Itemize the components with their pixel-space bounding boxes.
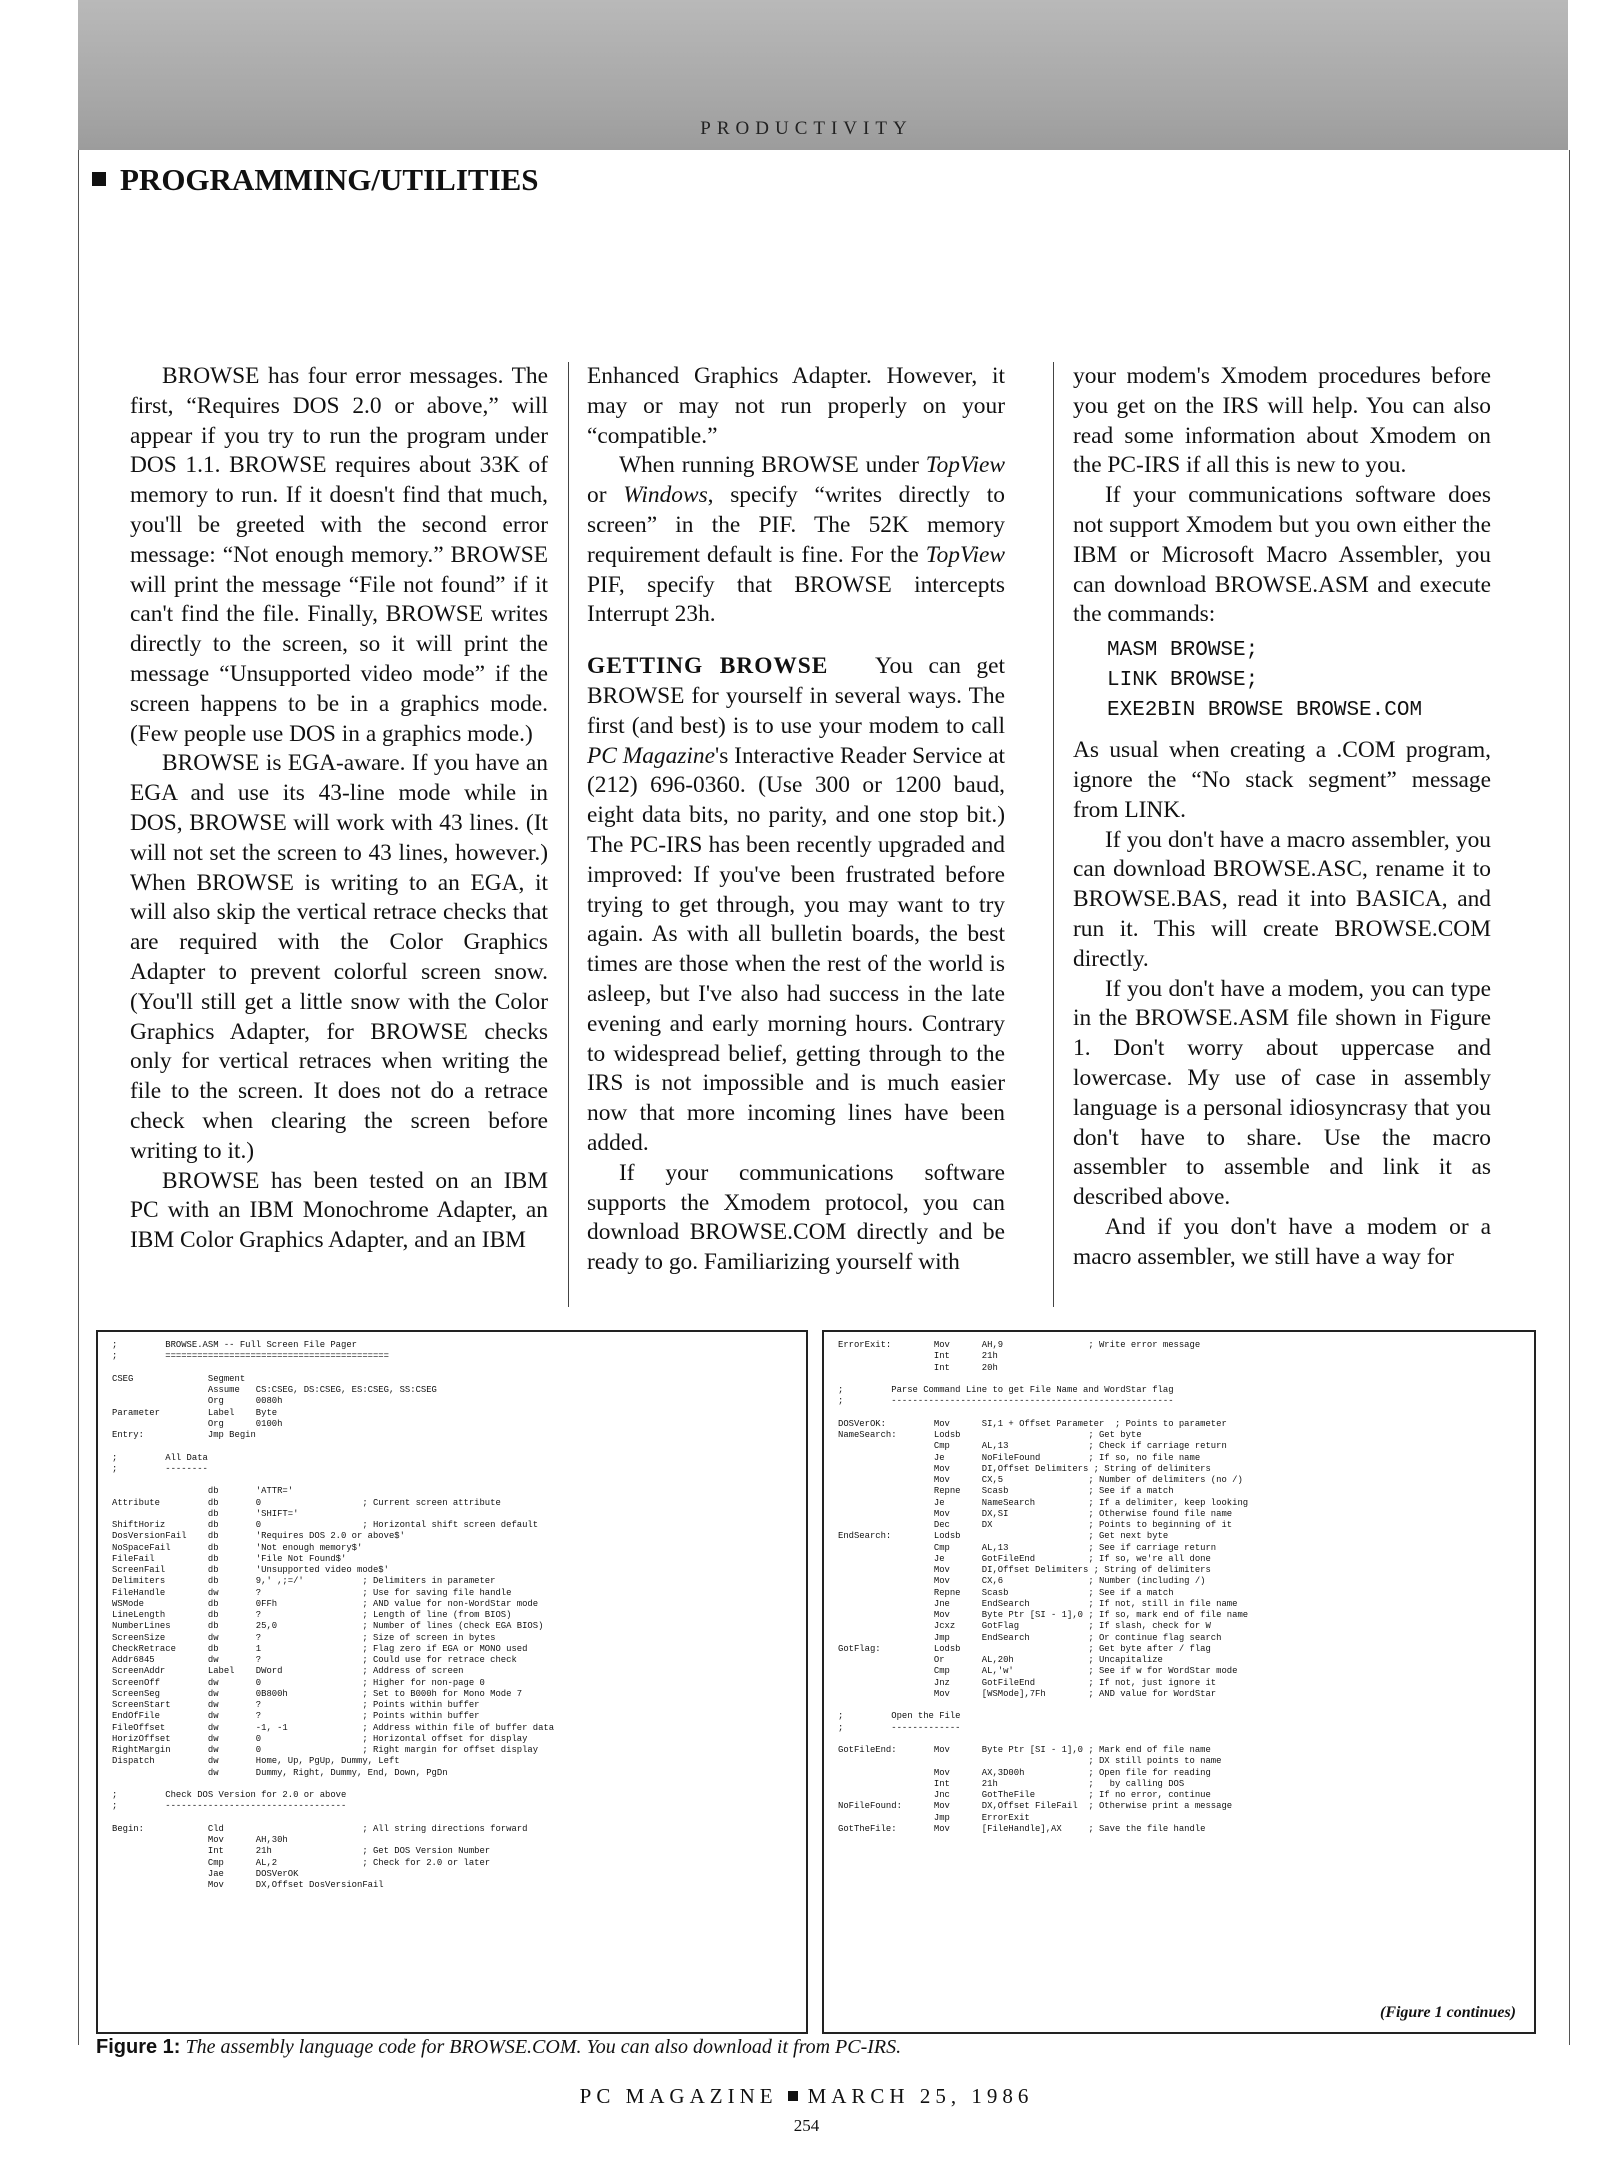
text-run-italic: TopView	[925, 452, 1005, 479]
figure-continues-note: (Figure 1 continues)	[1379, 2004, 1516, 2021]
caption-label: Figure 1:	[96, 2036, 181, 2058]
text-run-italic: TopView	[925, 541, 1005, 568]
text-run: , specify “writes directly to screen” in the PIF. The 52K memory requirement default is fine. For the	[587, 482, 1005, 568]
page-number: 254	[793, 2116, 820, 2135]
column-divider	[568, 362, 569, 1307]
page-heading	[92, 162, 539, 198]
text-run-italic: Windows	[623, 482, 708, 509]
figure-listing-left	[96, 1330, 808, 2034]
paragraph: If your communications software does not support Xmodem but you own either the IBM or Microsoft Macro Assembler, you can download BROWSE.ASM and execute the commands:	[1073, 482, 1491, 628]
paragraph: your modem's Xmodem procedures before you get on the IRS will help. You can also read some information about Xmodem on the PC-IRS if all this is new to you.	[1073, 363, 1491, 479]
heading-text: PROGRAMMING/UTILITIES	[120, 162, 539, 197]
text-run: 's Interactive Reader Service at (212) 696-0360. (Use 300 or 1200 baud, eight data bits, no parity, and one stop bit.) The PC-IRS has been recently upgraded and improved: If you've been frustrated before trying to get through, you may want to try again. As with all bulletin boards, the best times are those when the rest of the world is asleep, but I've also had success in the late evening and early morning hours. Contrary to widespread belief, getting through to the IRS is not impossible and is much easier now that more incoming lines have been added.	[587, 742, 1005, 1156]
paragraph: If your communications software supports the Xmodem protocol, you can download BROWSE.COM directly and be ready to go. Familiarizing yourself with	[587, 1159, 1005, 1276]
paragraph: If you don't have a macro assembler, you can download BROWSE.ASC, rename it to BROWSE.BAS, read it into BASICA, and run it. This will create BROWSE.COM directly.	[1073, 826, 1491, 972]
command-line: LINK BROWSE;	[1107, 669, 1259, 693]
paragraph: BROWSE has four error messages. The first, “Requires DOS 2.0 or above,” will appear if you try to run the program under DOS 1.1. BROWSE requires about 33K of memory to run. If it doesn't find that much, you'll be greeted with the second error message: “Not enough memory.” BROWSE will print the message “File not found” if it can't find the file. Finally, BROWSE writes directly to the screen, so it will print the message “Unsupported video mode” if the screen happens to be in a graphics mode. (Few people use DOS in a graphics mode.)	[130, 363, 548, 747]
assembly-code-left: ; BROWSE.ASM -- Full Screen File Pager ; ========================================== CSEG Segment Assume CS:CSEG, DS:CSEG, ES:CSEG, SS:CSEG Org 0080h Parameter Label Byte Org 0100h Entry: Jmp Begin ; All Data ; -------- db 'ATTR=' Attribute db 0 ; Current screen attribute db 'SHIFT=' ShiftHoriz db 0 ; Horizontal shift screen default DosVersionFail db 'Requires DOS 2.0 or above$' NoSpaceFail db 'Not enough memory$' FileFail db 'File Not Found$' ScreenFail db 'Unsupported video mode$' Delimiters db 9,' ,;=/' ; Delimiters in parameter FileHandle dw ? ; Use for saving file handle WSMode db 0FFh ; AND value for non-WordStar mode LineLength db ? ; Length of line (from BIOS) NumberLines db 25,0 ; Number of lines (check EGA BIOS) ScreenSize dw ? ; Size of screen in bytes CheckRetrace db 1 ; Flag zero if EGA or MONO used Addr6845 dw ? ; Could use for retrace check ScreenAddr Label DWord ; Address of screen ScreenOff dw 0 ; Higher for non-page 0 ScreenSeg dw 0B800h ; Set to B000h for Mono Mode 7 ScreenStart dw ? ; Points within buffer EndOfFile dw ? ; Points within buffer FileOffset dw -1, -1 ; Address within file of buffer data HorizOffset dw 0 ; Horizontal offset for display RightMargin dw 0 ; Right margin for offset display Dispatch dw Home, Up, PgUp, Dummy, Left dw Dummy, Right, Dummy, End, Down, PgDn ; Check DOS Version for 2.0 or above ; ---------------------------------- Begin: Cld ; All string directions forward Mov AH,30h Int 21h ; Get DOS Version Number Cmp AL,2 ; Check for 2.0 or later Jae DOSVerOK Mov DX,Offset DosVersionFail	[112, 1340, 555, 1890]
command-line: MASM BROWSE;	[1107, 639, 1259, 663]
figure-caption	[96, 2036, 901, 2059]
magazine-name: PC MAGAZINE	[579, 2084, 778, 2108]
paragraph: If you don't have a modem, you can type in the BROWSE.ASM file shown in Figure 1. Don't worry about uppercase and lowercase. My use of case in assembly language is a personal idiosyncrasy that you don't have to share. Use the macro assembler to assemble and link it as described above.	[1073, 975, 1491, 1211]
square-bullet-icon	[788, 2091, 798, 2101]
article-column-1	[130, 362, 548, 1256]
paragraph: As usual when creating a .COM program, ignore the “No stack segment” message from LINK.	[1073, 737, 1491, 823]
text-run-italic: PC Magazine	[587, 742, 715, 769]
issue-date: MARCH 25, 1986	[807, 2084, 1034, 2108]
text-run: You can get BROWSE for yourself in several ways. The first (and best) is to use your modem to call	[587, 653, 1006, 739]
caption-text: The assembly language code for BROWSE.COM. You can also download it from PC-IRS.	[180, 2036, 902, 2058]
assembly-code-right: ErrorExit: Mov AH,9 ; Write error message Int 21h Int 20h ; Parse Command Line to get File Name and WordStar flag ; ----------------------------------------------------- DOSVerOK: Mov SI,1 + Offset Parameter ; Points to parameter NameSearch: Lodsb ; Get byte Cmp AL,13 ; Check if carriage return Je NoFileFound ; If so, no file name Mov DI,Offset Delimiters ; String of delimiters Mov CX,5 ; Number of delimiters (no /) Repne Scasb ; See if a match Je NameSearch ; If a delimiter, keep looking Mov DX,SI ; Otherwise found file name Dec DX ; Points to beginning of it EndSearch: Lodsb ; Get next byte Cmp AL,13 ; See if carriage return Je GotFileEnd ; If so, we're all done Mov DI,Offset Delimiters ; String of delimiters Mov CX,6 ; Number (including /) Repne Scasb ; See if a match Jne EndSearch ; If not, still in file name Mov Byte Ptr [SI - 1],0 ; If so, mark end of file name Jcxz GotFlag ; If slash, check for W Jmp EndSearch ; Or continue flag search GotFlag: Lodsb ; Get byte after / flag Or AL,20h ; Uncapitalize Cmp AL,'w' ; See if w for WordStar mode Jnz GotFileEnd ; If not, just ignore it Mov [WSMode],7Fh ; AND value for WordStar ; Open the File ; ------------- GotFileEnd: Mov Byte Ptr [SI - 1],0 ; Mark end of file name ; DX still points to name Mov AX,3D00h ; Open file for reading Int 21h ; by calling DOS Jnc GotTheFile ; If no error, continue NoFileFound: Mov DX,Offset FileFail ; Otherwise print a message Jmp ErrorExit GotTheFile: Mov [FileHandle],AX ; Save the file handle	[838, 1340, 1249, 1834]
figure-listing-right	[822, 1330, 1536, 2034]
column-divider	[1053, 362, 1054, 1307]
text-run: PIF, specify that BROWSE intercepts Interrupt 23h.	[587, 571, 1005, 628]
text-run: When running BROWSE under	[619, 452, 926, 479]
article-column-3	[1073, 362, 1491, 1273]
command-block	[1107, 636, 1491, 726]
article-column-2	[587, 362, 1005, 1278]
paragraph: BROWSE is EGA-aware. If you have an EGA and use its 43-line mode while in DOS, BROWSE will work with 43 lines. (It will not set the screen to 43 lines, however.) When BROWSE is writing to an EGA, it will also skip the vertical retrace checks that are required with the Color Graphics Adapter to prevent colorful screen snow. (You'll still get a little snow with the Color Graphics Adapter, for BROWSE checks only for vertical retraces when writing the file to the screen. It does not do a retrace check when clearing the screen before writing to it.)	[130, 750, 548, 1164]
paragraph	[587, 652, 1005, 1159]
paragraph	[587, 451, 1005, 630]
section-label: PRODUCTIVITY	[700, 118, 913, 139]
page-footer	[0, 2084, 1613, 2109]
paragraph: Enhanced Graphics Adapter. However, it may or may not run properly on your “compatible.”	[587, 363, 1005, 449]
subhead: GETTING BROWSE	[587, 653, 829, 680]
text-run: or	[587, 482, 624, 509]
command-line: EXE2BIN BROWSE BROWSE.COM	[1107, 699, 1423, 723]
paragraph: BROWSE has been tested on an IBM PC with an IBM Monochrome Adapter, an IBM Color Graphics Adapter, and an IBM	[130, 1167, 548, 1254]
square-bullet-icon	[92, 172, 106, 186]
paragraph: And if you don't have a modem or a macro assembler, we still have a way for	[1073, 1213, 1491, 1270]
